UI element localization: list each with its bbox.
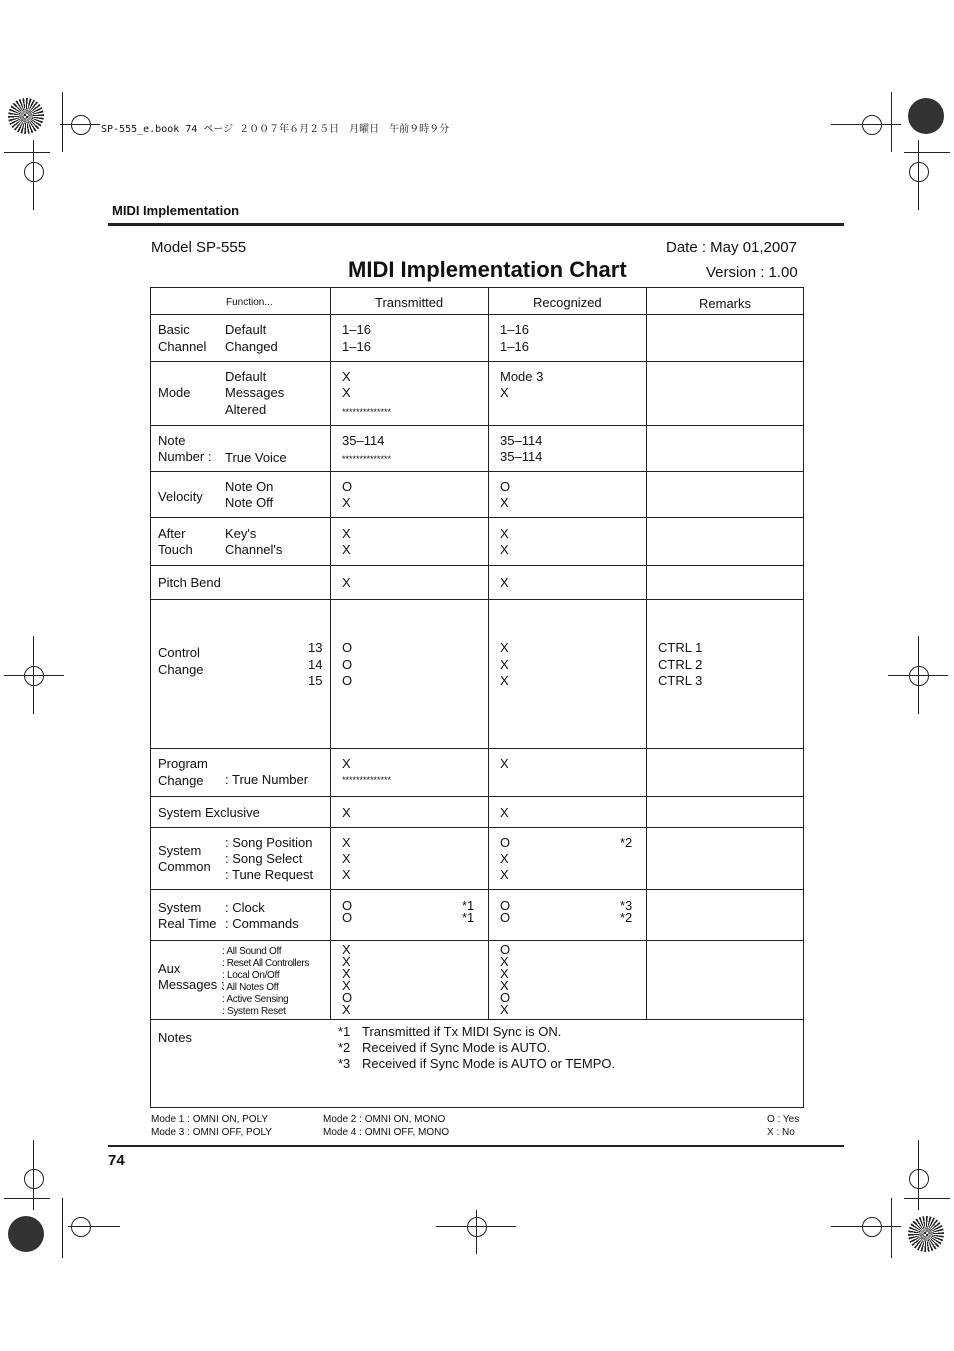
model-label: Model SP-555 bbox=[151, 239, 247, 256]
aux-f2-4: : Active Sensing bbox=[222, 994, 289, 1005]
note-rx-1: 35–114 bbox=[500, 449, 543, 464]
note-tx-0: 35–114 bbox=[342, 433, 385, 448]
realtime-rx-note-0: *3 bbox=[620, 898, 633, 913]
mode-tx-1: X bbox=[342, 385, 351, 400]
basic-f2-0: Default bbox=[225, 322, 267, 337]
aux-rx-5: X bbox=[500, 1002, 509, 1017]
velocity-f1: Velocity bbox=[158, 489, 203, 504]
realtime-tx-note-0: *1 bbox=[462, 898, 475, 913]
pitchbend-rx: X bbox=[500, 575, 509, 590]
aux-tx-2: X bbox=[342, 966, 351, 981]
aux-f1-1: Messages : bbox=[158, 977, 225, 992]
crosshair-icon bbox=[24, 1169, 44, 1189]
velocity-rx-1: X bbox=[500, 495, 509, 510]
crosshair-icon bbox=[862, 115, 882, 135]
sysex-rx: X bbox=[500, 805, 509, 820]
pitchbend-tx: X bbox=[342, 575, 351, 590]
common-rx-0: O bbox=[500, 835, 511, 850]
footer-no: X : No bbox=[767, 1127, 795, 1138]
control-tx-2: O bbox=[342, 673, 353, 688]
velocity-tx-0: O bbox=[342, 479, 353, 494]
col-header-remarks: Remarks bbox=[699, 296, 752, 311]
basic-f1-0: Basic bbox=[158, 322, 190, 337]
basic-rx-0: 1–16 bbox=[500, 322, 529, 337]
notes-text-2: Received if Sync Mode is AUTO or TEMPO. bbox=[362, 1056, 616, 1071]
crosshair-icon bbox=[24, 162, 44, 182]
aftertouch-rx-0: X bbox=[500, 526, 509, 541]
program-tx-1: ************** bbox=[342, 775, 392, 785]
basic-tx-0: 1–16 bbox=[342, 322, 371, 337]
footer-mode3: Mode 3 : OMNI OFF, POLY bbox=[151, 1127, 272, 1138]
control-rx-1: X bbox=[500, 657, 509, 672]
mode-f2-0: Default bbox=[225, 369, 267, 384]
col-header-transmitted: Transmitted bbox=[375, 295, 444, 310]
registration-mark-icon bbox=[8, 98, 44, 134]
aux-tx-5: X bbox=[342, 1002, 351, 1017]
crosshair-icon bbox=[24, 666, 44, 686]
footer-mode2: Mode 2 : OMNI ON, MONO bbox=[323, 1114, 446, 1125]
aftertouch-tx-1: X bbox=[342, 542, 351, 557]
aux-f2-5: : System Reset bbox=[222, 1006, 286, 1017]
mode-f2-1: Messages bbox=[225, 385, 285, 400]
realtime-tx-note-1: *1 bbox=[462, 910, 475, 925]
header-rule bbox=[108, 223, 844, 226]
program-rx: X bbox=[500, 756, 509, 771]
footer-mode4: Mode 4 : OMNI OFF, MONO bbox=[323, 1127, 450, 1138]
common-f2-2: : Tune Request bbox=[225, 867, 314, 882]
aux-rx-1: X bbox=[500, 954, 509, 969]
notes-text-1: Received if Sync Mode is AUTO. bbox=[362, 1040, 551, 1055]
realtime-tx-0: O bbox=[342, 898, 353, 913]
realtime-f1-1: Real Time bbox=[158, 916, 217, 931]
aux-f2-1: : Reset All Controllers bbox=[222, 958, 309, 969]
print-header: SP-555_e.book 74 ページ ２００７年６月２５日 月曜日 午前９時９分 bbox=[101, 124, 450, 135]
footer-rule bbox=[108, 1145, 844, 1147]
common-rx-note: *2 bbox=[620, 835, 633, 850]
program-tx-0: X bbox=[342, 756, 351, 771]
control-f1-1: Change bbox=[158, 662, 204, 677]
basic-f1-1: Channel bbox=[158, 339, 207, 354]
mode-tx-0: X bbox=[342, 369, 351, 384]
aux-rx-3: X bbox=[500, 978, 509, 993]
mode-rx-0: Mode 3 bbox=[500, 369, 544, 384]
control-rx-2: X bbox=[500, 673, 509, 688]
velocity-tx-1: X bbox=[342, 495, 351, 510]
control-tx-0: O bbox=[342, 640, 353, 655]
mode-rx-1: X bbox=[500, 385, 509, 400]
common-f1-1: Common bbox=[158, 859, 211, 874]
registration-mark-icon bbox=[908, 98, 944, 134]
aux-f2-0: : All Sound Off bbox=[222, 946, 282, 957]
control-num-1: 14 bbox=[308, 657, 323, 672]
chart-title: MIDI Implementation Chart bbox=[348, 257, 627, 282]
mode-f2-2: Altered bbox=[225, 402, 267, 417]
aux-rx-2: X bbox=[500, 966, 509, 981]
control-remark-1: CTRL 2 bbox=[658, 657, 703, 672]
program-f2: : True Number bbox=[225, 772, 309, 787]
aux-f1-0: Aux bbox=[158, 961, 181, 976]
aux-tx-0: X bbox=[342, 942, 351, 957]
velocity-rx-0: O bbox=[500, 479, 511, 494]
basic-f2-1: Changed bbox=[225, 339, 278, 354]
aftertouch-f2-0: Key's bbox=[225, 526, 257, 541]
col-header-recognized: Recognized bbox=[533, 295, 602, 310]
realtime-f1-0: System bbox=[158, 900, 202, 915]
realtime-rx-1: O bbox=[500, 910, 511, 925]
program-f1-0: Program bbox=[158, 756, 208, 771]
footer-yes: O : Yes bbox=[767, 1114, 800, 1125]
realtime-f2-0: : Clock bbox=[225, 900, 265, 915]
crosshair-icon bbox=[909, 1169, 929, 1189]
aftertouch-f1-0: After bbox=[158, 526, 186, 541]
pitchbend-f1: Pitch Bend bbox=[158, 575, 221, 590]
realtime-rx-note-1: *2 bbox=[620, 910, 633, 925]
registration-mark-icon bbox=[908, 1216, 944, 1252]
basic-rx-1: 1–16 bbox=[500, 339, 529, 354]
aux-rx-0: O bbox=[500, 942, 511, 957]
sysex-f1: System Exclusive bbox=[158, 805, 260, 820]
notes-mark-2: *3 bbox=[338, 1056, 351, 1071]
crosshair-icon bbox=[909, 666, 929, 686]
note-rx-0: 35–114 bbox=[500, 433, 543, 448]
crosshair-icon bbox=[909, 162, 929, 182]
common-f2-1: : Song Select bbox=[225, 851, 303, 866]
crosshair-icon bbox=[71, 1217, 91, 1237]
notes-f1: Notes bbox=[158, 1030, 192, 1045]
notes-mark-0: *1 bbox=[338, 1024, 351, 1039]
page-number: 74 bbox=[108, 1152, 125, 1169]
control-tx-1: O bbox=[342, 657, 353, 672]
aftertouch-f1-1: Touch bbox=[158, 542, 193, 557]
note-f2: True Voice bbox=[225, 450, 287, 465]
control-f1-0: Control bbox=[158, 645, 200, 660]
aux-rx-4: O bbox=[500, 990, 511, 1005]
aftertouch-tx-0: X bbox=[342, 526, 351, 541]
mode-f1: Mode bbox=[158, 385, 191, 400]
col-header-function: Function... bbox=[226, 297, 273, 308]
date-label: Date : May 01,2007 bbox=[666, 239, 797, 256]
control-remark-2: CTRL 3 bbox=[658, 673, 703, 688]
crosshair-icon bbox=[862, 1217, 882, 1237]
control-num-0: 13 bbox=[308, 640, 323, 655]
aux-f2-3: : All Notes Off bbox=[222, 982, 279, 993]
crosshair-icon bbox=[467, 1217, 487, 1237]
control-num-2: 15 bbox=[308, 673, 323, 688]
section-title: MIDI Implementation bbox=[112, 203, 240, 218]
mode-tx-2: ************** bbox=[342, 407, 392, 417]
note-f1-0: Note bbox=[158, 433, 186, 448]
common-f2-0: : Song Position bbox=[225, 835, 313, 850]
common-f1-0: System bbox=[158, 843, 202, 858]
version-label: Version : 1.00 bbox=[706, 264, 798, 281]
common-tx-2: X bbox=[342, 867, 351, 882]
velocity-f2-0: Note On bbox=[225, 479, 274, 494]
notes-text-0: Transmitted if Tx MIDI Sync is ON. bbox=[362, 1024, 562, 1039]
basic-tx-1: 1–16 bbox=[342, 339, 371, 354]
control-remark-0: CTRL 1 bbox=[658, 640, 703, 655]
realtime-rx-0: O bbox=[500, 898, 511, 913]
realtime-tx-1: O bbox=[342, 910, 353, 925]
program-f1-1: Change bbox=[158, 773, 204, 788]
aux-tx-1: X bbox=[342, 954, 351, 969]
note-f1-1: Number : bbox=[158, 449, 212, 464]
common-rx-1: X bbox=[500, 851, 509, 866]
common-tx-0: X bbox=[342, 835, 351, 850]
aftertouch-f2-1: Channel's bbox=[225, 542, 283, 557]
realtime-f2-1: : Commands bbox=[225, 916, 299, 931]
velocity-f2-1: Note Off bbox=[225, 495, 274, 510]
footer-mode1: Mode 1 : OMNI ON, POLY bbox=[151, 1114, 269, 1125]
common-rx-2: X bbox=[500, 867, 509, 882]
registration-mark-icon bbox=[8, 1216, 44, 1252]
control-rx-0: X bbox=[500, 640, 509, 655]
aux-tx-3: X bbox=[342, 978, 351, 993]
aux-f2-2: : Local On/Off bbox=[222, 970, 280, 981]
aux-tx-4: O bbox=[342, 990, 353, 1005]
crosshair-icon bbox=[71, 115, 91, 135]
aftertouch-rx-1: X bbox=[500, 542, 509, 557]
note-tx-1: ************** bbox=[342, 454, 392, 464]
notes-mark-1: *2 bbox=[338, 1040, 351, 1055]
sysex-tx: X bbox=[342, 805, 351, 820]
common-tx-1: X bbox=[342, 851, 351, 866]
